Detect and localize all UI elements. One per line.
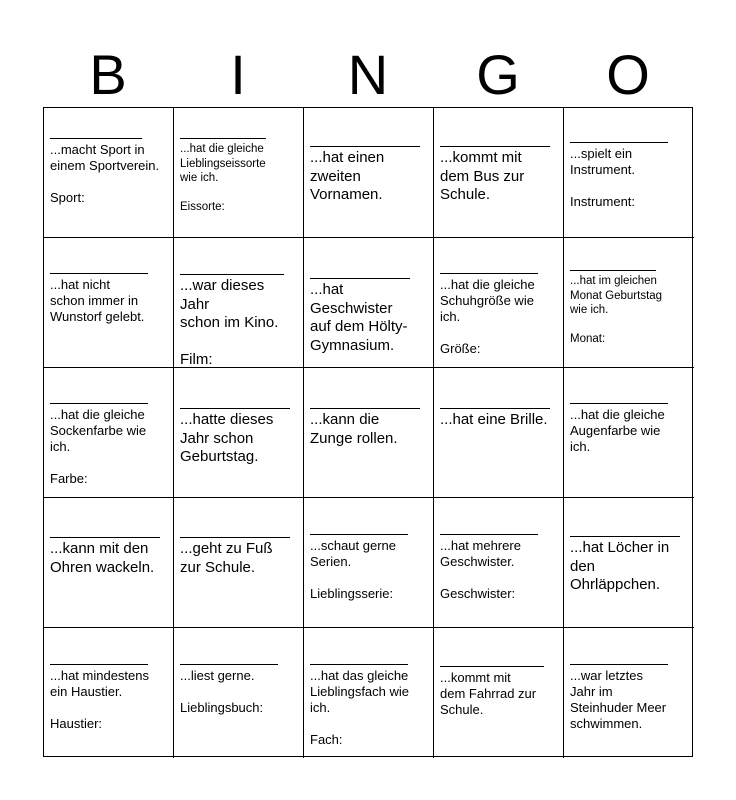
cell-prompt: ...hat die gleiche Schuhgröße wie ich. Größe: [440, 277, 535, 356]
name-blank-line [180, 138, 266, 139]
name-blank-line [310, 146, 420, 147]
header-letter-g: G [476, 43, 520, 106]
cell-prompt: ...kann die Zunge rollen. [310, 411, 398, 447]
name-blank-line [310, 664, 408, 665]
cell-prompt: ...hat Geschwister auf dem Hölty- Gymnasium. [310, 281, 408, 354]
name-blank-line [50, 138, 142, 139]
bingo-cell [564, 108, 694, 238]
cell-prompt: ...hat das gleiche Lieblingsfach wie ich. Fach: [310, 668, 410, 747]
cell-prompt: ...hat im gleichen Monat Geburtstag wie ich. Monat: [570, 275, 663, 345]
cell-prompt: ...hat mehrere Geschwister. Geschwister: [440, 538, 521, 601]
bingo-cell [44, 238, 174, 368]
name-blank-line [440, 273, 538, 274]
bingo-cell [174, 628, 304, 758]
bingo-cell [564, 368, 694, 498]
bingo-grid [43, 107, 693, 757]
cell-prompt: ...liest gerne. Lieblingsbuch: [180, 668, 264, 715]
bingo-cell [434, 238, 564, 368]
bingo-cell [174, 368, 304, 498]
name-blank-line [570, 536, 680, 537]
bingo-cell [304, 108, 434, 238]
name-blank-line [570, 403, 668, 404]
header-letter-i: I [230, 43, 246, 106]
bingo-cell [564, 498, 694, 628]
cell-prompt: ...war dieses Jahr schon im Kino. Film: [180, 277, 279, 368]
name-blank-line [50, 664, 148, 665]
bingo-cell [434, 498, 564, 628]
bingo-cell [304, 238, 434, 368]
cell-prompt: ...kommt mit dem Bus zur Schule. [440, 149, 525, 203]
bingo-cell [174, 238, 304, 368]
name-blank-line [570, 270, 656, 271]
header-letter-n: N [347, 43, 389, 106]
header-letter-b: B [89, 43, 127, 106]
cell-prompt: ...hat eine Brille. [440, 411, 548, 428]
name-blank-line [440, 408, 550, 409]
bingo-cell [304, 368, 434, 498]
cell-prompt: ...hat nicht schon immer in Wunstorf gelebt. [50, 277, 145, 324]
cell-prompt: ...hatte dieses Jahr schon Geburtstag. [180, 411, 274, 465]
cell-prompt: ...hat die gleiche Sockenfarbe wie ich. Farbe: [50, 407, 147, 486]
name-blank-line [180, 408, 290, 409]
name-blank-line [310, 278, 410, 279]
cell-prompt: ...hat die gleiche Lieblingseissorte wie ich. Eissorte: [180, 143, 266, 213]
name-blank-line [440, 146, 550, 147]
bingo-cell [304, 628, 434, 758]
bingo-cell [44, 628, 174, 758]
cell-prompt: ...war letztes Jahr im Steinhuder Meer schwimmen. [570, 668, 667, 731]
cell-prompt: ...spielt ein Instrument. Instrument: [570, 146, 636, 209]
bingo-cell [44, 498, 174, 628]
cell-prompt: ...hat die gleiche Augenfarbe wie ich. [570, 407, 665, 454]
cell-prompt: ...hat einen zweiten Vornamen. [310, 149, 385, 203]
name-blank-line [440, 534, 538, 535]
bingo-cell [174, 498, 304, 628]
bingo-cell [174, 108, 304, 238]
name-blank-line [180, 274, 284, 275]
bingo-cell [564, 628, 694, 758]
cell-prompt: ...schaut gerne Serien. Lieblingsserie: [310, 538, 396, 601]
bingo-cell [434, 368, 564, 498]
cell-prompt: ...kann mit den Ohren wackeln. [50, 540, 155, 576]
cell-prompt: ...kommt mit dem Fahrrad zur Schule. [440, 670, 537, 717]
bingo-cell [434, 628, 564, 758]
bingo-cell [564, 238, 694, 368]
cell-prompt: ...hat mindestens ein Haustier. Haustier: [50, 668, 149, 731]
name-blank-line [440, 666, 544, 667]
name-blank-line [50, 403, 148, 404]
cell-prompt: ...hat Löcher in den Ohrläppchen. [570, 539, 670, 593]
header-letter-o: O [606, 43, 650, 106]
name-blank-line [180, 664, 278, 665]
bingo-cell [434, 108, 564, 238]
bingo-cell [304, 498, 434, 628]
bingo-header [43, 44, 693, 106]
cell-prompt: ...macht Sport in einem Sportverein. Sport: [50, 142, 160, 205]
bingo-cell [44, 108, 174, 238]
name-blank-line [310, 408, 420, 409]
name-blank-line [180, 537, 290, 538]
name-blank-line [50, 273, 148, 274]
name-blank-line [310, 534, 408, 535]
name-blank-line [570, 142, 668, 143]
bingo-cell [44, 368, 174, 498]
name-blank-line [570, 664, 668, 665]
cell-prompt: ...geht zu Fuß zur Schule. [180, 540, 273, 576]
name-blank-line [50, 537, 160, 538]
